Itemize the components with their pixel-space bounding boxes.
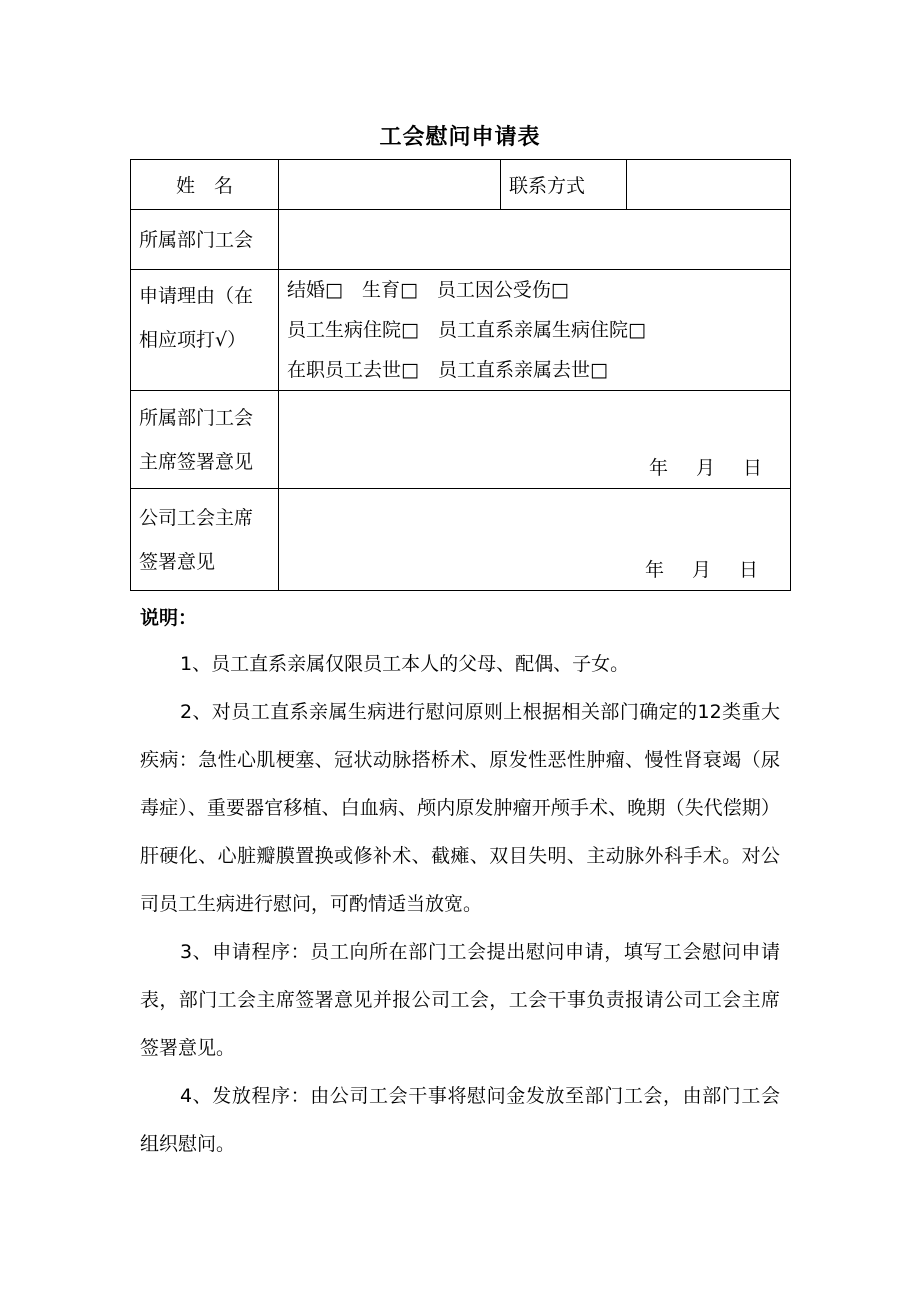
- reason-line-3[interactable]: 在职员工去世□ 员工直系亲属去世□: [287, 359, 608, 381]
- note-item: 3、申请程序：员工向所在部门工会提出慰问申请，填写工会慰问申请表，部门工会主席签署意见并报公司工会，工会干事负责报请公司工会主席签署意见。: [140, 941, 780, 1059]
- page-title: 工会慰问申请表: [379, 125, 541, 150]
- name-field[interactable]: [279, 160, 501, 210]
- name-label: 姓 名: [131, 160, 279, 210]
- dept-union-label: 所属部门工会: [131, 210, 279, 270]
- dept-chair-label: 所属部门工会主席签署意见: [131, 391, 279, 489]
- reason-line-1[interactable]: 结婚□ 生育□ 员工因公受伤□: [287, 279, 569, 301]
- date-month: 月: [695, 457, 715, 479]
- note-item: 4、发放程序：由公司工会干事将慰问金发放至部门工会，由部门工会组织慰问。: [140, 1085, 780, 1155]
- date-year: 年: [648, 457, 668, 479]
- contact-label: 联系方式: [501, 160, 627, 210]
- dept-chair-date: [621, 453, 762, 480]
- reason-label: 申请理由（在相应项打√）: [131, 270, 279, 391]
- company-chair-opinion-field[interactable]: [279, 489, 791, 591]
- notes-title: 说明：: [140, 607, 198, 629]
- date-day: 日: [742, 457, 762, 479]
- dept-union-field[interactable]: [279, 210, 791, 270]
- date-month: 月: [691, 559, 711, 581]
- notes-section: [140, 598, 780, 1168]
- company-chair-date: [617, 555, 758, 582]
- contact-field[interactable]: [627, 160, 791, 210]
- company-chair-label: 公司工会主席签署意见: [131, 489, 279, 591]
- date-year: 年: [644, 559, 664, 581]
- reason-line-2[interactable]: 员工生病住院□ 员工直系亲属生病住院□: [287, 319, 646, 341]
- application-form-table: [130, 159, 791, 591]
- note-item: 2、对员工直系亲属生病进行慰问原则上根据相关部门确定的12类重大疾病：急性心肌梗塞、冠状动脉搭桥术、原发性恶性肿瘤、慢性肾衰竭（尿毒症）、重要器官移植、白血病、颅内原发肿瘤开颅手术、晚期（失代偿期）肝硬化、心脏瓣膜置换或修补术、截瘫、双目失明、主动脉外科手术。对公司员工生病进行慰问，可酌情适当放宽。: [140, 701, 780, 915]
- note-item: 1、员工直系亲属仅限员工本人的父母、配偶、子女。: [180, 653, 630, 675]
- reason-options[interactable]: [279, 270, 791, 391]
- dept-chair-opinion-field[interactable]: [279, 391, 791, 489]
- date-day: 日: [738, 559, 758, 581]
